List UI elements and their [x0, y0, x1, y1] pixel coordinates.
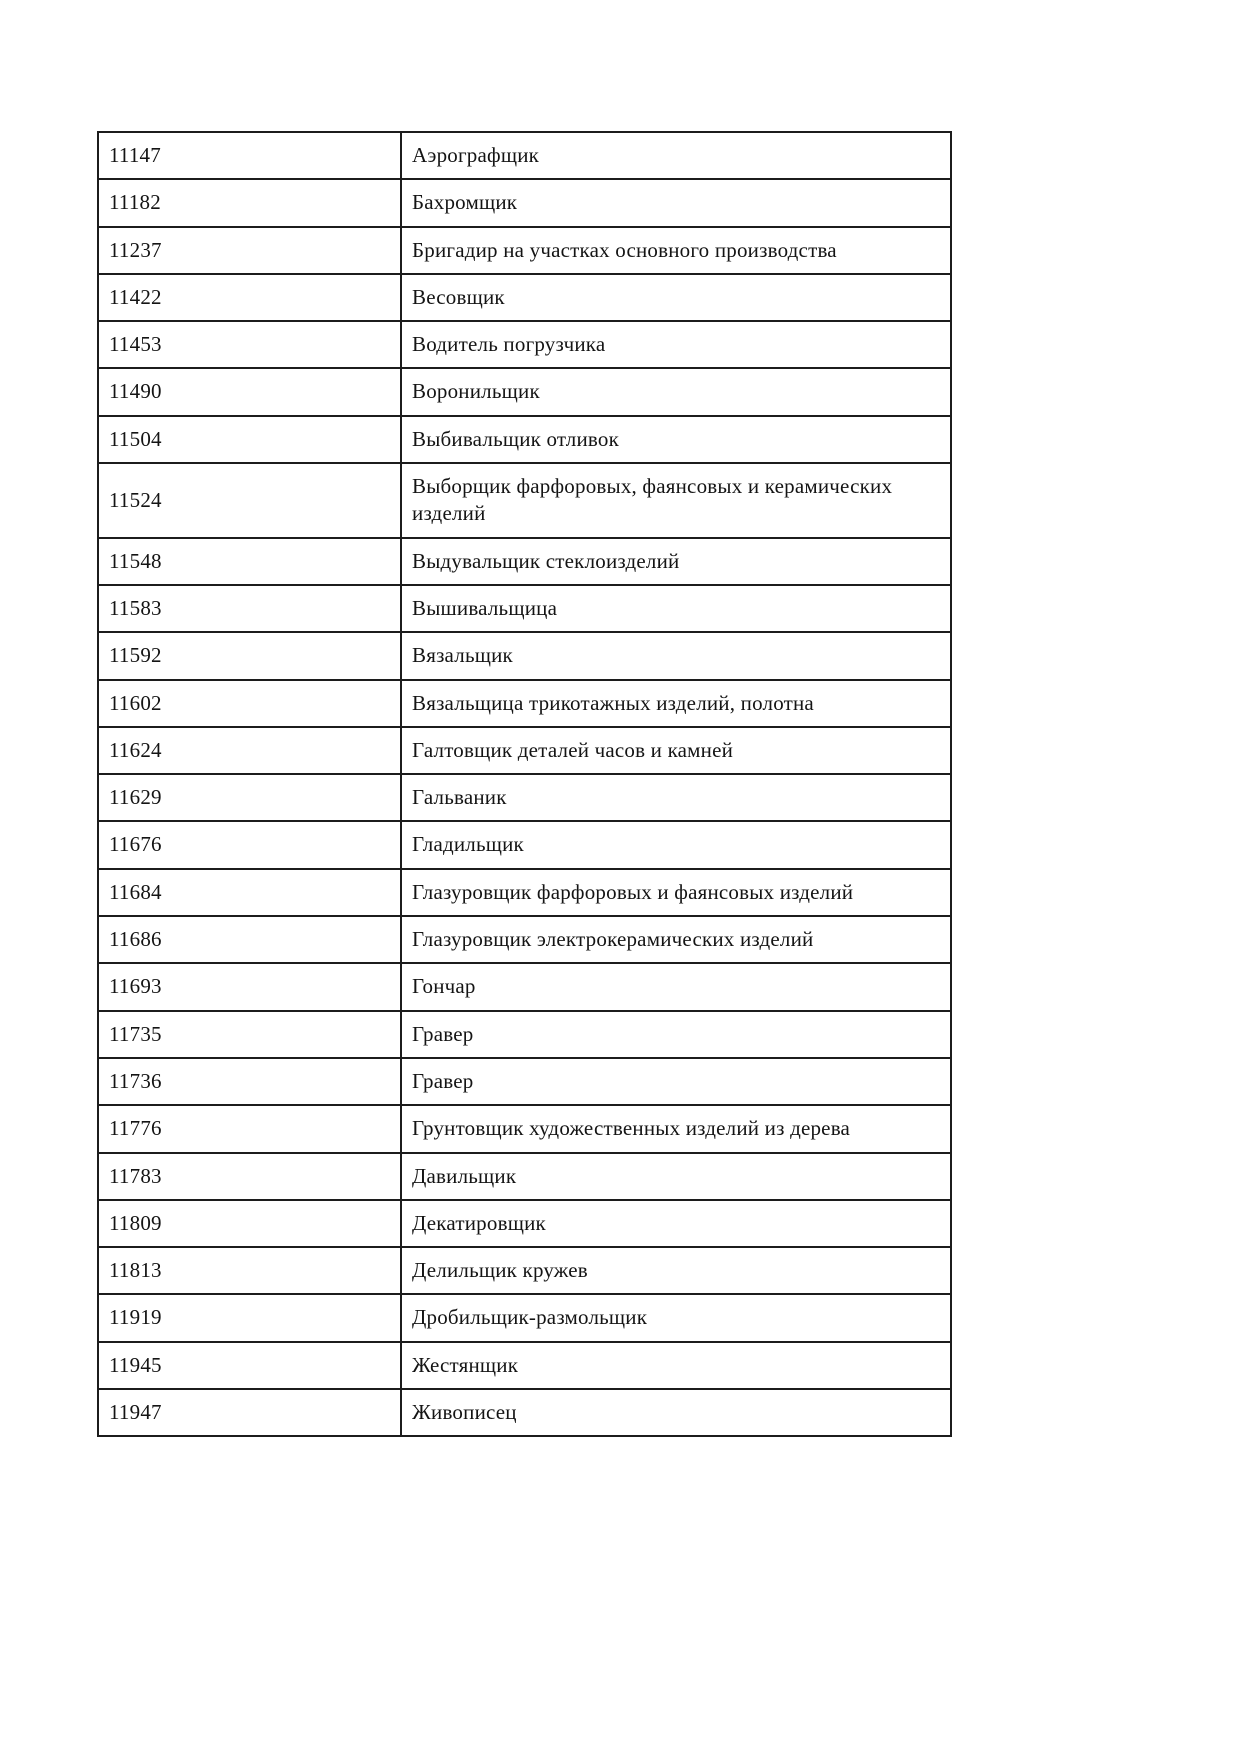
profession-name: Делильщик кружев — [401, 1247, 951, 1294]
profession-code: 11583 — [98, 585, 401, 632]
table-row — [98, 416, 951, 463]
profession-code: 11813 — [98, 1247, 401, 1294]
table-row — [98, 1105, 951, 1152]
profession-name: Гладильщик — [401, 821, 951, 868]
table-row — [98, 632, 951, 679]
profession-code: 11592 — [98, 632, 401, 679]
profession-name: Гравер — [401, 1058, 951, 1105]
profession-name: Выборщик фарфоровых, фаянсовых и керамических изделий — [401, 463, 951, 538]
table-row — [98, 274, 951, 321]
professions-table — [97, 131, 952, 1437]
profession-name: Гравер — [401, 1011, 951, 1058]
table-row — [98, 132, 951, 179]
profession-code: 11629 — [98, 774, 401, 821]
profession-code: 11776 — [98, 1105, 401, 1152]
table-row — [98, 1200, 951, 1247]
profession-name: Гальваник — [401, 774, 951, 821]
table-row — [98, 963, 951, 1010]
table-row — [98, 1294, 951, 1341]
profession-name: Дробильщик-размольщик — [401, 1294, 951, 1341]
profession-code: 11237 — [98, 227, 401, 274]
profession-name: Давильщик — [401, 1153, 951, 1200]
table-row — [98, 538, 951, 585]
profession-name: Глазуровщик электрокерамических изделий — [401, 916, 951, 963]
professions-table-body — [98, 132, 951, 1436]
profession-name: Весовщик — [401, 274, 951, 321]
profession-code: 11684 — [98, 869, 401, 916]
profession-code: 11490 — [98, 368, 401, 415]
profession-code: 11676 — [98, 821, 401, 868]
profession-name: Воронильщик — [401, 368, 951, 415]
profession-code: 11422 — [98, 274, 401, 321]
profession-code: 11602 — [98, 680, 401, 727]
profession-name: Грунтовщик художественных изделий из дерева — [401, 1105, 951, 1152]
table-row — [98, 727, 951, 774]
profession-code: 11735 — [98, 1011, 401, 1058]
profession-code: 11693 — [98, 963, 401, 1010]
profession-code: 11182 — [98, 179, 401, 226]
profession-code: 11147 — [98, 132, 401, 179]
profession-name: Водитель погрузчика — [401, 321, 951, 368]
profession-code: 11504 — [98, 416, 401, 463]
profession-name: Глазуровщик фарфоровых и фаянсовых изделий — [401, 869, 951, 916]
table-row — [98, 179, 951, 226]
profession-code: 11945 — [98, 1342, 401, 1389]
profession-code: 11809 — [98, 1200, 401, 1247]
profession-code: 11524 — [98, 463, 401, 538]
profession-name: Гончар — [401, 963, 951, 1010]
profession-code: 11736 — [98, 1058, 401, 1105]
profession-code: 11624 — [98, 727, 401, 774]
profession-name: Вязальщица трикотажных изделий, полотна — [401, 680, 951, 727]
table-row — [98, 585, 951, 632]
profession-code: 11453 — [98, 321, 401, 368]
table-row — [98, 1153, 951, 1200]
profession-name: Бригадир на участках основного производства — [401, 227, 951, 274]
profession-code: 11919 — [98, 1294, 401, 1341]
profession-name: Аэрографщик — [401, 132, 951, 179]
profession-code: 11548 — [98, 538, 401, 585]
profession-name: Выбивальщик отливок — [401, 416, 951, 463]
profession-name: Галтовщик деталей часов и камней — [401, 727, 951, 774]
table-row — [98, 1247, 951, 1294]
table-row — [98, 321, 951, 368]
table-row — [98, 463, 951, 538]
table-row — [98, 1342, 951, 1389]
table-row — [98, 1389, 951, 1436]
profession-code: 11947 — [98, 1389, 401, 1436]
profession-name: Жестянщик — [401, 1342, 951, 1389]
profession-name: Выдувальщик стеклоизделий — [401, 538, 951, 585]
profession-name: Декатировщик — [401, 1200, 951, 1247]
table-row — [98, 680, 951, 727]
profession-code: 11783 — [98, 1153, 401, 1200]
table-row — [98, 1058, 951, 1105]
profession-name: Бахромщик — [401, 179, 951, 226]
profession-name: Вязальщик — [401, 632, 951, 679]
table-row — [98, 916, 951, 963]
table-row — [98, 821, 951, 868]
profession-name: Живописец — [401, 1389, 951, 1436]
profession-name: Вышивальщица — [401, 585, 951, 632]
table-row — [98, 227, 951, 274]
profession-code: 11686 — [98, 916, 401, 963]
table-row — [98, 869, 951, 916]
table-row — [98, 774, 951, 821]
table-row — [98, 1011, 951, 1058]
table-row — [98, 368, 951, 415]
